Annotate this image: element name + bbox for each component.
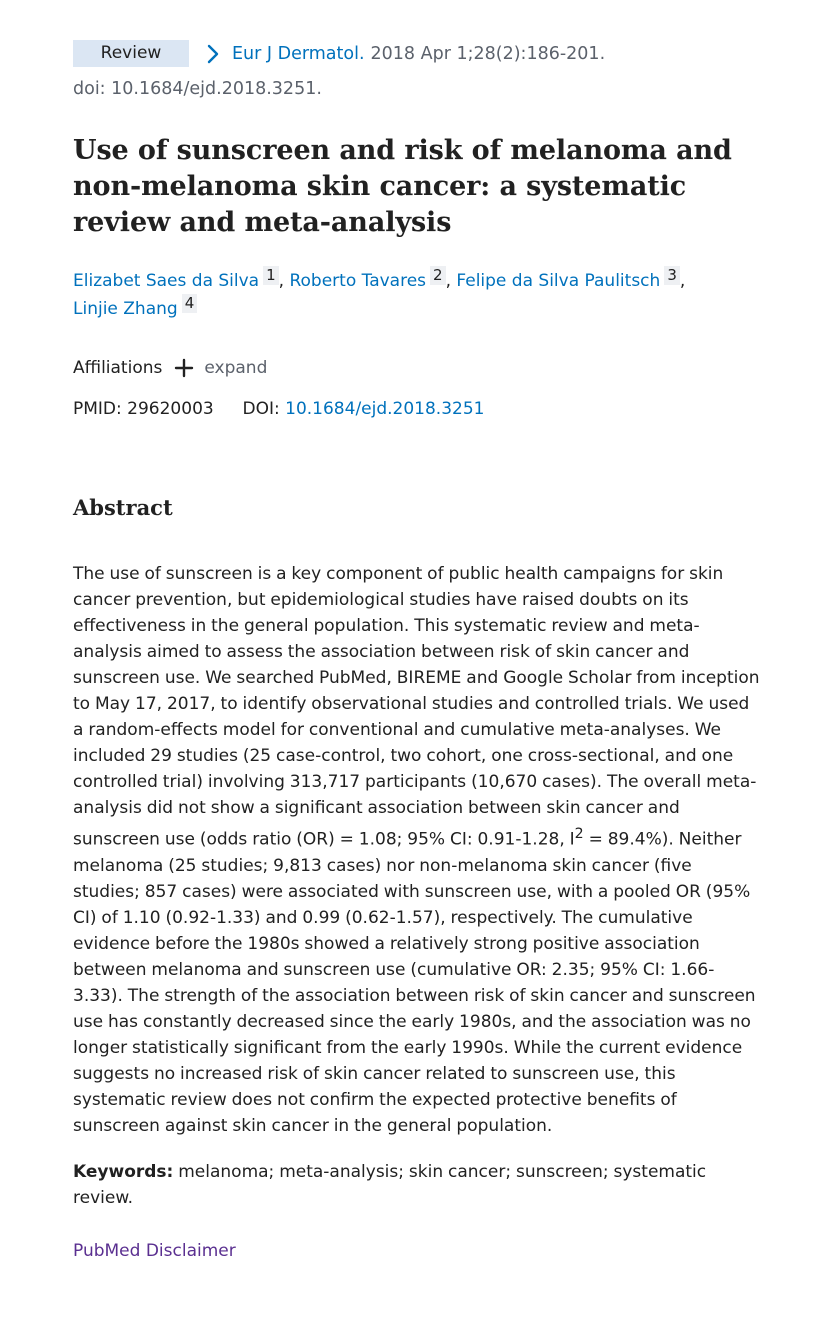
pubmed-disclaimer-link[interactable]: PubMed Disclaimer <box>73 1240 236 1261</box>
publication-type-badge: Review <box>73 40 189 67</box>
identifiers <box>73 397 763 421</box>
abstract-heading: Abstract <box>73 495 173 520</box>
doi-label: DOI: <box>242 399 280 419</box>
doi-link[interactable]: 10.1684/ejd.2018.3251 <box>285 399 485 419</box>
keywords-text: melanoma; meta-analysis; skin cancer; sunscreen; systematic review. <box>73 1161 707 1208</box>
plus-icon[interactable] <box>174 358 194 378</box>
affiliation-ref[interactable]: 2 <box>430 266 446 285</box>
affiliations-label: Affiliations <box>73 358 163 378</box>
expand-button[interactable]: expand <box>204 358 268 378</box>
author-link[interactable]: Linjie Zhang <box>73 299 178 319</box>
pmid-value: 29620003 <box>127 399 214 419</box>
abstract-part-2: = 89.4%). Neither melanoma (25 studies; 9,813 cases) nor non-melanoma skin cancer (five studies; 857 cases) were associated with sunscreen use, with a pooled OR (95% CI) of 1.10 (0.92-1.33) and 0.99 (0.62-1.57), respectively. The cumulative evidence before the 1980s showed a relatively strong positive association between melanoma and sunscreen use (cumulative OR: 2.35; 95% CI: 1.66-3.33). The strength of the association between risk of skin cancer and sunscreen use has constantly decreased since the early 1980s, and the association was no longer statistically significant from the early 1990s. While the current evidence suggests no increased risk of skin cancer related to sunscreen use, this systematic review does not confirm the expected protective benefits of sunscreen against skin cancer in the general population. <box>73 829 756 1136</box>
author-link[interactable]: Felipe da Silva Paulitsch <box>456 271 661 291</box>
affiliation-ref[interactable]: 3 <box>664 266 680 285</box>
doi-citation: doi: 10.1684/ejd.2018.3251. <box>73 79 322 99</box>
abstract-text <box>73 561 761 1139</box>
keywords <box>73 1159 763 1211</box>
pmid-label: PMID: <box>73 399 122 419</box>
abstract-part-1: The use of sunscreen is a key component of public health campaigns for skin cancer prevention, but epidemiological studies have raised doubts on its effectiveness in the general population. This systematic review and meta-analysis aimed to assess the association between risk of skin cancer and sunscreen use. We searched PubMed, BIREME and Google Scholar from inception to May 17, 2017, to identify observational studies and controlled trials. We used a random-effects model for conventional and cumulative meta-analyses. We included 29 studies (25 case-control, two cohort, one cross-sectional, and one controlled trial) involving 313,717 participants (10,670 cases). The overall meta-analysis did not show a significant association between skin cancer and sunscreen use (odds ratio (OR) = 1.08; 95% CI: 0.91-1.28, I <box>73 564 760 850</box>
abstract-superscript: 2 <box>574 826 584 842</box>
citation-text: 2018 Apr 1;28(2):186-201. <box>370 43 606 64</box>
affiliations-toggle[interactable] <box>73 356 763 380</box>
journal-link[interactable]: Eur J Dermatol. <box>232 43 365 64</box>
article-title: Use of sunscreen and risk of melanoma and non-melanoma skin cancer: a systematic review and meta-analysis <box>73 135 732 238</box>
affiliation-ref[interactable]: 1 <box>263 266 279 285</box>
keywords-label: Keywords: <box>73 1161 174 1182</box>
authors-list: Elizabet Saes da Silva 1 , Roberto Tavares 2 , Felipe da Silva Paulitsch 3 , Linjie Zhang 4 <box>73 266 686 319</box>
author-link[interactable]: Roberto Tavares <box>289 271 427 291</box>
article-content <box>73 40 763 1261</box>
chevron-right-icon[interactable] <box>206 44 220 64</box>
author-link[interactable]: Elizabet Saes da Silva <box>73 271 260 291</box>
article-header <box>73 40 763 67</box>
affiliation-ref[interactable]: 4 <box>182 294 198 313</box>
